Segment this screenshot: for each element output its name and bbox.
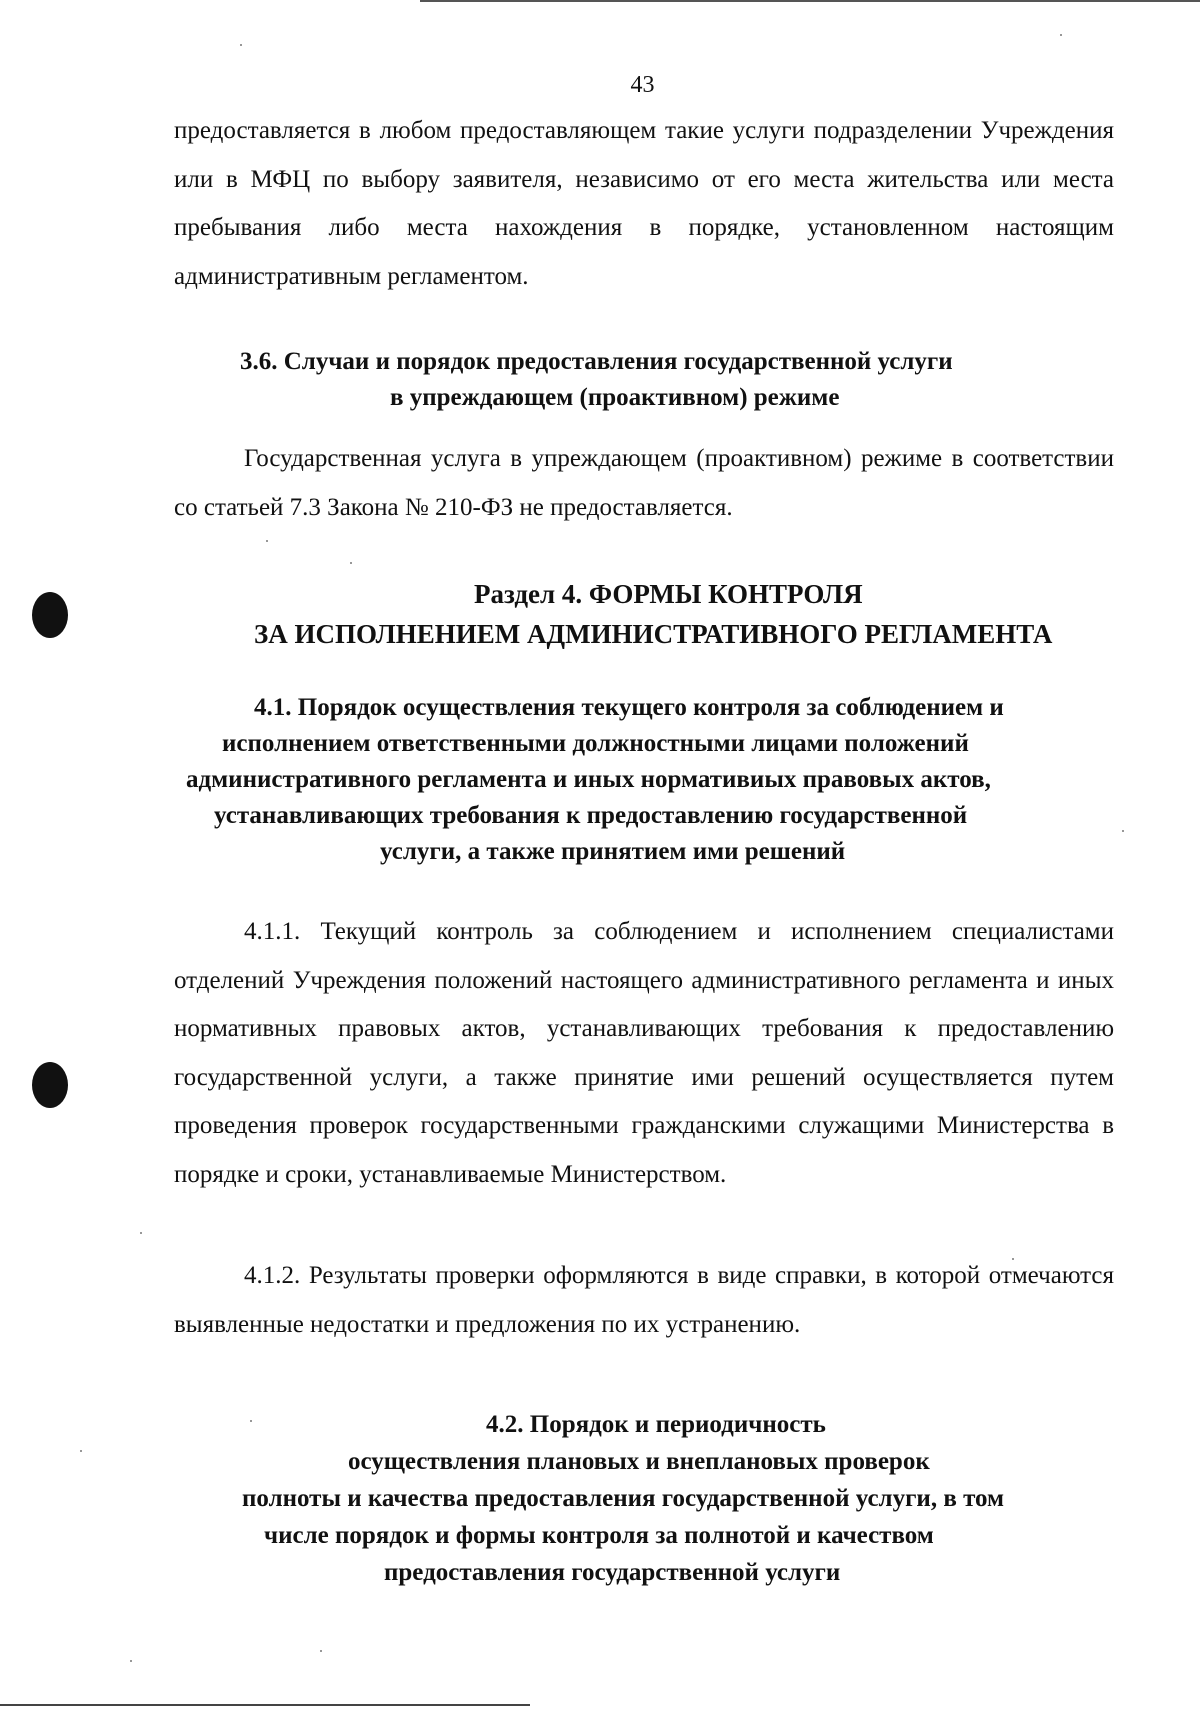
scan-speck	[240, 44, 242, 46]
paragraph-4-1-1: 4.1.1. Текущий контроль за соблюдением и исполнением специалистами отделений Учреждения положений настоящего административного регламента и иных нормативных правовых актов, устанавливающих требования к предоставлению государственной услуги, а также принятие ими решений осуществляется путем проведения проверок государственными гражданскими служащими Министерства в порядке и сроки, устанавливаемые Министерством.	[174, 918, 1114, 1188]
heading-line: Раздел 4. ФОРМЫ КОНТРОЛЯ	[474, 579, 863, 609]
heading-line: числе порядок и формы контроля за полнотой и качеством	[264, 1522, 934, 1549]
paragraph-3-6: Государственная услуга в упреждающем (проактивном) режиме в соответствии со статьей 7.3 Закона № 210-ФЗ не предоставляется.	[174, 445, 1114, 521]
heading-line: 4.2. Порядок и периодичность	[486, 1411, 826, 1438]
heading-line: 4.1. Порядок осуществления текущего контроля за соблюдением и	[254, 694, 1004, 721]
scan-speck	[1060, 34, 1062, 36]
heading-line: административного регламента и иных нормативиых правовых актов,	[186, 766, 991, 793]
heading-line: в упреждающем (проактивном) режиме	[390, 384, 840, 411]
heading-3-6	[174, 344, 1114, 416]
heading-line: исполнением ответственными должностными лицами положений	[222, 730, 969, 757]
scan-edge-line-bottom	[0, 1704, 530, 1706]
heading-line: ЗА ИСПОЛНЕНИЕМ АДМИНИСТРАТИВНОГО РЕГЛАМЕНТА	[254, 619, 1053, 649]
page-number: 43	[630, 72, 655, 98]
heading-4-1	[174, 690, 1114, 870]
heading-line: предоставления государственной услуги	[384, 1559, 841, 1586]
paragraph-4-1-2: 4.1.2. Результаты проверки оформляются в виде справки, в которой отмечаются выявленные недостатки и предложения по их устранению.	[174, 1262, 1114, 1338]
scan-speck	[320, 1650, 322, 1652]
punch-hole-mark	[32, 1062, 68, 1108]
heading-line: услуги, а также принятием ими решений	[380, 838, 846, 865]
punch-hole-mark	[32, 592, 68, 638]
scan-speck	[140, 1232, 142, 1234]
scan-speck	[350, 562, 352, 564]
scan-speck	[266, 540, 268, 542]
scan-speck	[1122, 830, 1124, 832]
heading-line: устанавливающих требования к предоставлению государственной	[214, 802, 968, 829]
scan-speck	[80, 1450, 82, 1452]
paragraph-continuation: предоставляется в любом предоставляющем такие услуги подразделении Учреждения или в МФЦ по выбору заявителя, независимо от его места жительства или места пребывания либо места нахождения в порядке, установленном настоящим административным регламентом.	[174, 117, 1114, 290]
scan-edge-line-top	[420, 0, 1200, 2]
heading-line: осуществления плановых и внеплановых проверок	[348, 1448, 930, 1475]
scan-speck	[130, 1660, 132, 1662]
heading-line: 3.6. Случаи и порядок предоставления государственной услуги	[240, 348, 953, 375]
heading-section-4	[174, 574, 1114, 654]
heading-line: полноты и качества предоставления государственной услуги, в том	[242, 1485, 1005, 1512]
heading-4-2	[174, 1406, 1114, 1591]
